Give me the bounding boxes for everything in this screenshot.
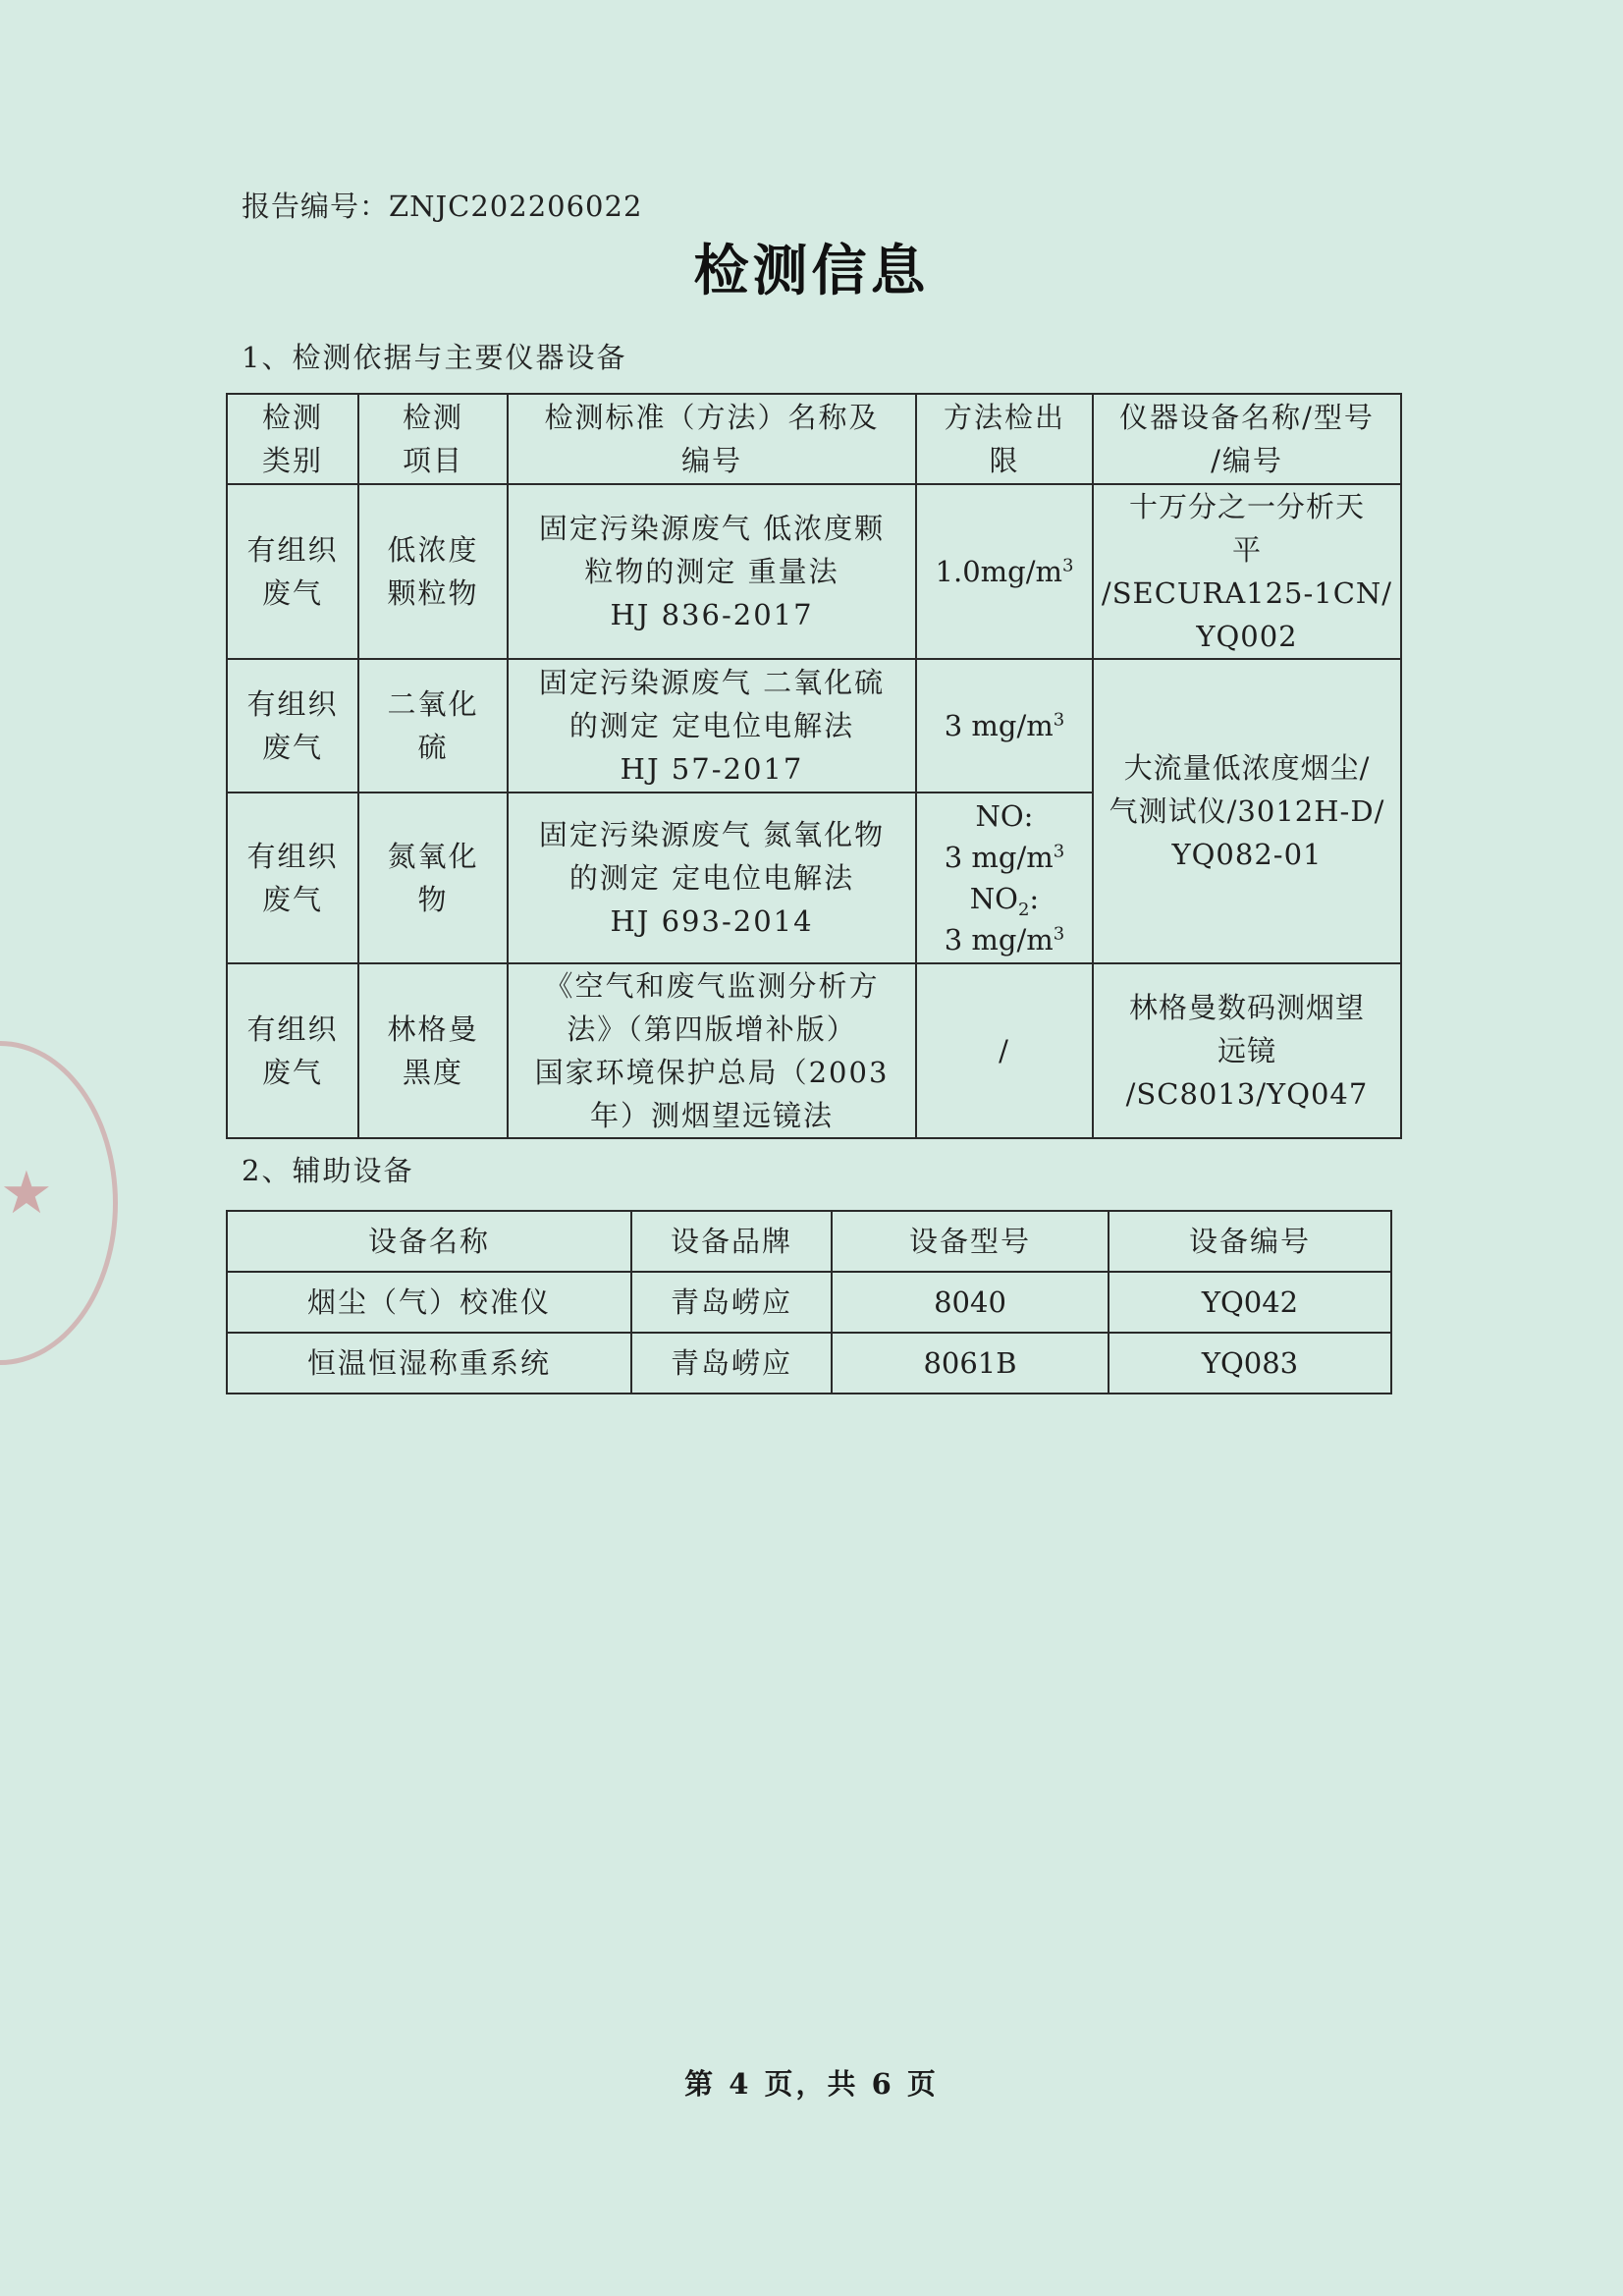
item-cell: 林格曼 黑度: [358, 963, 508, 1138]
instrument-cell: 十万分之一分析天 平 /SECURA125-1CN/ YQ002: [1093, 484, 1401, 659]
standard-cell: 固定污染源废气 二氧化硫 的测定 定电位电解法 HJ 57-2017: [508, 659, 916, 793]
column-header-brand: 设备品牌: [631, 1211, 832, 1272]
category-cell: 有组织 废气: [227, 659, 358, 793]
model-cell: 8061B: [832, 1333, 1109, 1394]
standard-cell: 固定污染源废气 低浓度颗 粒物的测定 重量法 HJ 836-2017: [508, 484, 916, 659]
column-header-category: 检测 类别: [227, 394, 358, 484]
model-cell: 8040: [832, 1272, 1109, 1333]
detection-basis-table: [226, 393, 1402, 1139]
column-header-equipment-id: 设备编号: [1109, 1211, 1391, 1272]
auxiliary-equipment-table: [226, 1210, 1392, 1394]
column-header-equipment-name: 设备名称: [227, 1211, 631, 1272]
table-row: [227, 1333, 1391, 1394]
equipment-name-cell: 烟尘（气）校准仪: [227, 1272, 631, 1333]
standard-cell: 《空气和废气监测分析方 法》（第四版增补版） 国家环境保护总局（2003 年）测烟望远镜法: [508, 963, 916, 1138]
table-row: [227, 1272, 1391, 1333]
section-heading-2: 2、辅助设备: [242, 1154, 414, 1187]
limit-cell: /: [916, 963, 1093, 1138]
brand-cell: 青岛崂应: [631, 1333, 832, 1394]
equipment-id-cell: YQ042: [1109, 1272, 1391, 1333]
seal-star-icon: ★: [0, 1159, 53, 1228]
table-row: [227, 659, 1401, 793]
column-header-model: 设备型号: [832, 1211, 1109, 1272]
column-header-instrument: 仪器设备名称/型号 /编号: [1093, 394, 1401, 484]
limit-cell: $1.0mg/m^3$: [916, 484, 1093, 659]
item-cell: 低浓度 颗粒物: [358, 484, 508, 659]
table-row: [227, 963, 1401, 1138]
report-number: 报告编号：ZNJC202206022: [242, 190, 643, 223]
table-header-row: [227, 394, 1401, 484]
column-header-item: 检测 项目: [358, 394, 508, 484]
table-header-row: [227, 1211, 1391, 1272]
instrument-cell: 林格曼数码测烟望 远镜 /SC8013/YQ047: [1093, 963, 1401, 1138]
category-cell: 有组织 废气: [227, 793, 358, 963]
brand-cell: 青岛崂应: [631, 1272, 832, 1333]
column-header-limit: 方法检出 限: [916, 394, 1093, 484]
standard-cell: 固定污染源废气 氮氧化物 的测定 定电位电解法 HJ 693-2014: [508, 793, 916, 963]
equipment-name-cell: 恒温恒湿称重系统: [227, 1333, 631, 1394]
limit-cell: NO: 3 $mg/m^3$ $NO_2$: 3 $mg/m^3$: [916, 793, 1093, 963]
column-header-standard: 检测标准（方法）名称及 编号: [508, 394, 916, 484]
item-cell: 氮氧化 物: [358, 793, 508, 963]
table-row: [227, 484, 1401, 659]
page-title: 检测信息: [693, 240, 930, 303]
section-heading-1: 1、检测依据与主要仪器设备: [242, 341, 627, 374]
limit-cell: 3 $mg/m^3$: [916, 659, 1093, 793]
category-cell: 有组织 废气: [227, 484, 358, 659]
item-cell: 二氧化 硫: [358, 659, 508, 793]
equipment-id-cell: YQ083: [1109, 1333, 1391, 1394]
instrument-cell: 大流量低浓度烟尘/ 气测试仪/3012H-D/ YQ082-01: [1093, 659, 1401, 963]
page-number-footer: 第 4 页，共 6 页: [684, 2067, 939, 2101]
category-cell: 有组织 废气: [227, 963, 358, 1138]
